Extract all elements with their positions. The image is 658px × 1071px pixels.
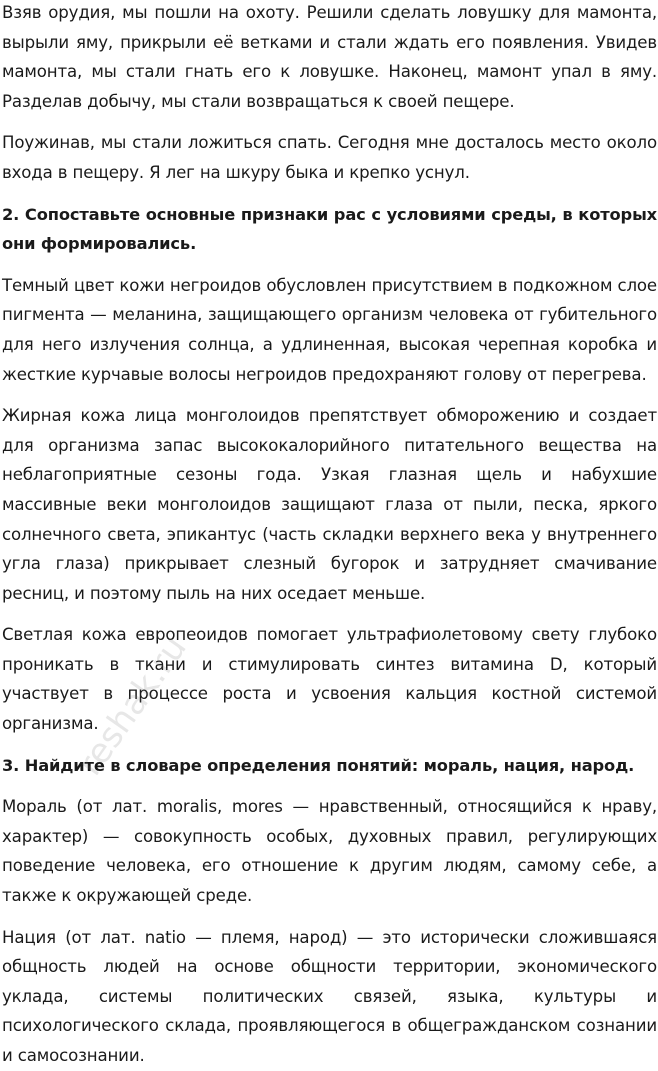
paragraph-nation-definition: Нация (от лат. natio — племя, народ) — это исторически сложившаяся общность людей на основе общности территории, экономического уклада, системы политических связей, языка, культуры и психологического склада, проявляющегося в общегражданском сознании и самосознании. [2,927,657,1065]
document-page [2,0,657,1071]
paragraph-morality-definition: Мораль (от лат. moralis, mores — нравственный, относящийся к нраву, характер) — совокупность особых, духовных правил, регулирующих поведение человека, его отношение к другим людям, самому себе, а также к окружающей среде. [2,797,657,906]
paragraph-negroid: Темный цвет кожи негроидов обусловлен присутствием в подкожном слое пигмента — меланина, защищающего организм человека от губительного для него излучения солнца, а удлиненная, высокая черепная коробка и жесткие курчавые волосы негроидов предохраняют голову от перегрева. [2,275,657,384]
question-2-heading: 2. Сопоставьте основные признаки рас с условиями среды, в которых они формировались. [2,204,657,254]
paragraph-mongoloid: Жирная кожа лица монголоидов препятствует обморожению и создает для организма запас высококалорийного питательного вещества на неблагоприятные сезоны года. Узкая глазная щель и набухшие массивные веки монголоидов защищают глаза от пыли, песка, яркого солнечного света, эпикантус (часть складки верхнего века у внутреннего угла глаза) прикрывает слезный бугорок и затрудняет смачивание ресниц, и поэтому пыль на них оседает меньше. [2,406,657,603]
paragraph-europeoid: Светлая кожа европеоидов помогает ультрафиолетовому свету глубоко проникать в ткани и стимулировать синтез витамина D, который участвует в процессе роста и усвоения кальция костной системой организма. [2,625,657,734]
paragraph-hunting-story: Взяв орудия, мы пошли на охоту. Решили сделать ловушку для мамонта, вырыли яму, прикрыли её ветками и стали ждать его появления. Увидев мамонта, мы стали гнать его к ловушке. Наконец, мамонт упал в яму. Разделав добычу, мы стали возвращаться к своей пещере. [2,3,657,111]
watermark: reshak.ru [70,628,195,783]
question-3-heading: 3. Найдите в словаре определения понятий: мораль, нация, народ. [2,755,635,775]
paragraph-sleep-story: Поужинав, мы стали ложиться спать. Сегодня мне досталось место около входа в пещеру. Я лег на шкуру быка и крепко уснул. [2,133,657,182]
